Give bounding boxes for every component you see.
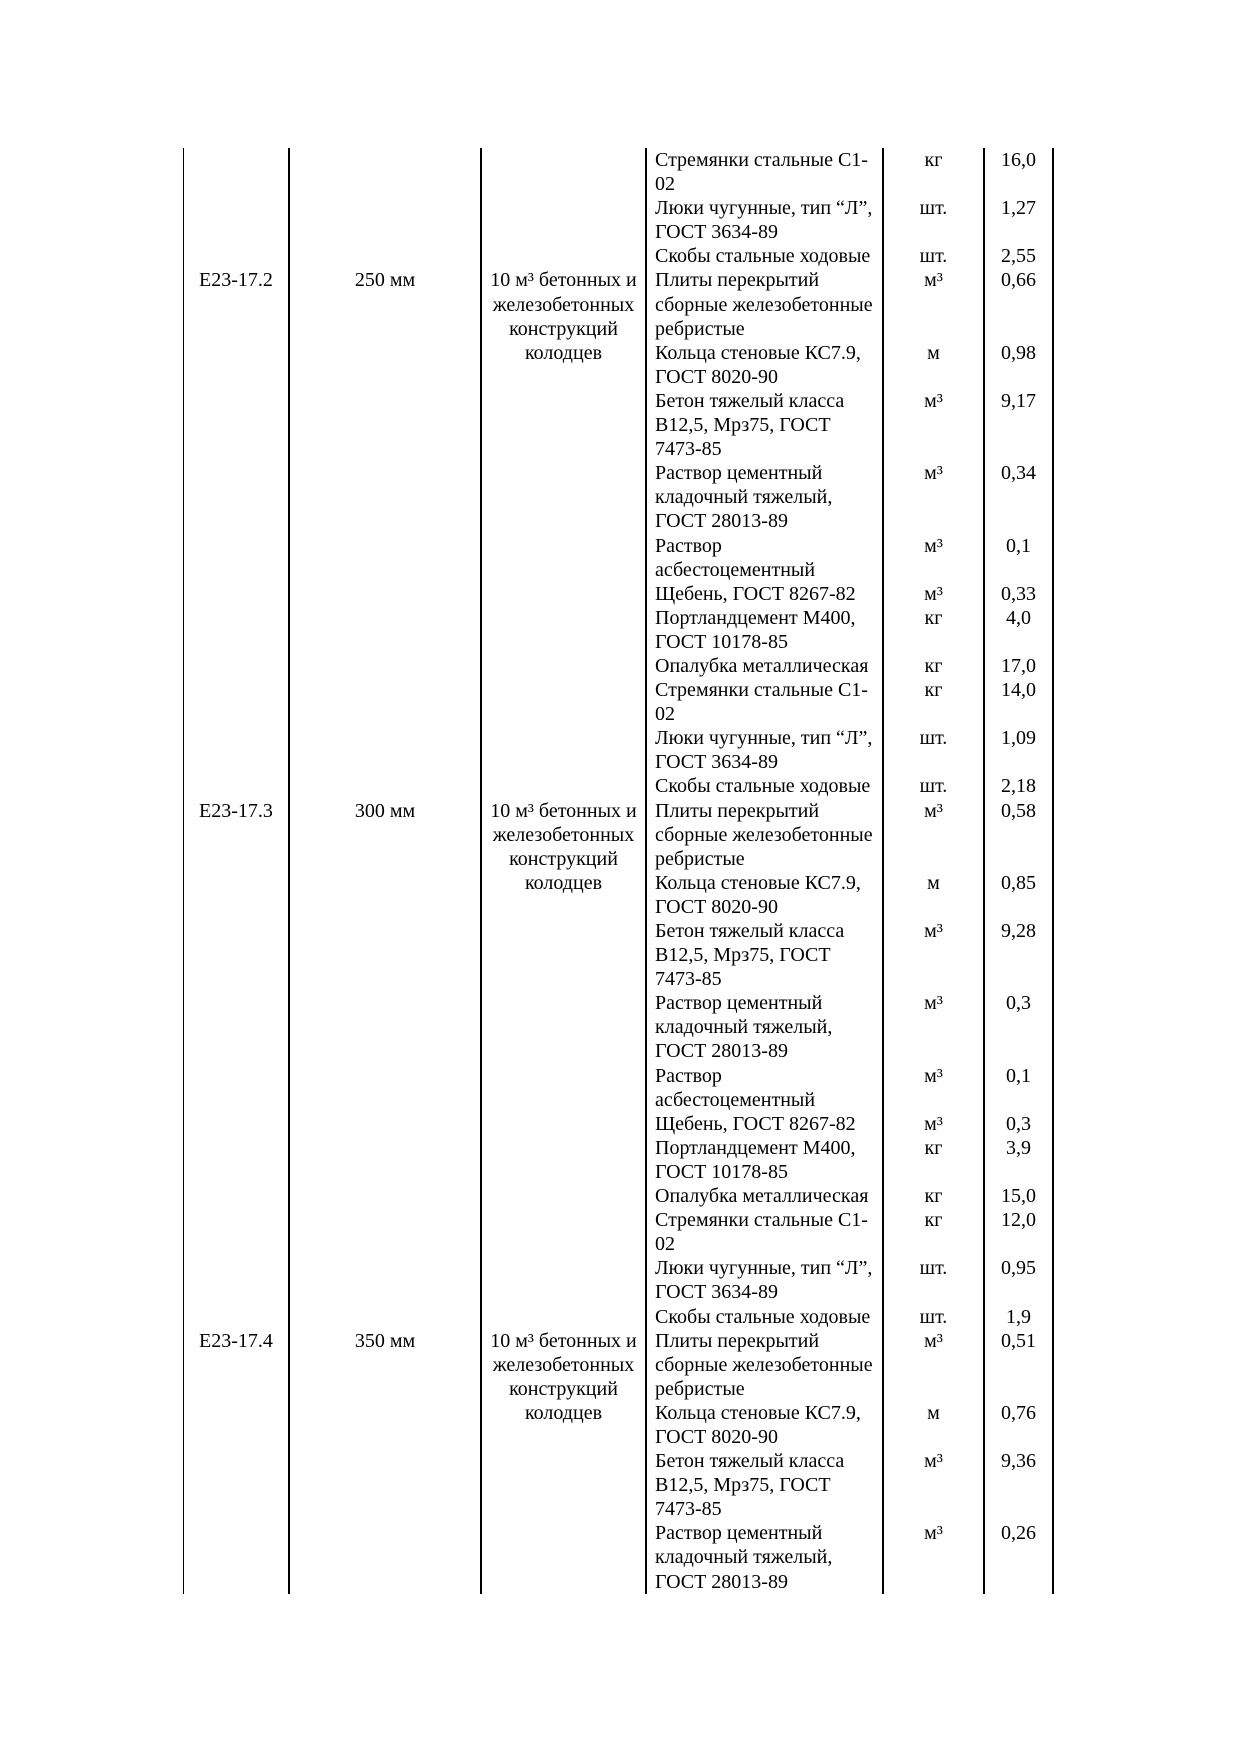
material-unit: шт.	[884, 774, 985, 798]
material-unit: м³	[884, 1064, 985, 1112]
material-row	[647, 1184, 1054, 1208]
material-value: 1,09	[985, 726, 1054, 774]
material-row	[647, 726, 1054, 774]
material-name: Раствор цементный кладочный тяжелый, ГОСТ 28013-89	[647, 1521, 884, 1593]
material-value: 0,85	[985, 871, 1054, 919]
material-unit: м³	[884, 582, 985, 606]
material-name: Плиты перекрытий сборные железобетонные ребристые	[647, 1329, 884, 1401]
material-value: 9,17	[985, 389, 1054, 461]
material-value: 1,27	[985, 196, 1054, 244]
material-unit: м³	[884, 1329, 985, 1401]
material-value: 0,51	[985, 1329, 1054, 1401]
size-cell: 350 мм	[290, 1329, 482, 1594]
size-cell	[290, 148, 482, 268]
material-unit: м³	[884, 389, 985, 461]
material-value: 3,9	[985, 1136, 1054, 1184]
material-value: 0,34	[985, 461, 1054, 533]
material-name: Портландцемент М400, ГОСТ 10178-85	[647, 1136, 884, 1184]
material-value: 0,98	[985, 341, 1054, 389]
material-name: Раствор асбестоцементный	[647, 534, 884, 582]
material-unit: м³	[884, 991, 985, 1063]
material-name: Раствор цементный кладочный тяжелый, ГОСТ 28013-89	[647, 461, 884, 533]
material-unit: м	[884, 1401, 985, 1449]
material-name: Скобы стальные ходовые	[647, 1305, 884, 1329]
material-value: 9,28	[985, 919, 1054, 991]
material-row	[647, 582, 1054, 606]
material-row	[647, 534, 1054, 582]
material-name: Стремянки стальные С1-02	[647, 1208, 884, 1256]
material-name: Скобы стальные ходовые	[647, 244, 884, 268]
material-unit: м³	[884, 1449, 985, 1521]
material-row	[647, 341, 1054, 389]
material-value: 2,55	[985, 244, 1054, 268]
code-cell: Е23-17.4	[184, 1329, 290, 1594]
material-row	[647, 461, 1054, 533]
material-name: Бетон тяжелый класса В12,5, Мрз75, ГОСТ 7473-85	[647, 919, 884, 991]
material-row	[647, 678, 1054, 726]
material-name: Скобы стальные ходовые	[647, 774, 884, 798]
material-name: Портландцемент М400, ГОСТ 10178-85	[647, 606, 884, 654]
material-row	[647, 799, 1054, 871]
material-row	[647, 1449, 1054, 1521]
material-row	[647, 871, 1054, 919]
material-name: Стремянки стальные С1-02	[647, 678, 884, 726]
material-unit: кг	[884, 1184, 985, 1208]
material-value: 17,0	[985, 654, 1054, 678]
measure-cell: 10 м³ бетонных и железобетонных конструкций колодцев	[482, 1329, 647, 1594]
material-name: Кольца стеновые КС7.9, ГОСТ 8020-90	[647, 871, 884, 919]
material-value: 0,33	[985, 582, 1054, 606]
material-unit: м³	[884, 799, 985, 871]
material-value: 0,3	[985, 991, 1054, 1063]
material-row	[647, 1112, 1054, 1136]
material-row	[647, 244, 1054, 268]
measure-cell: 10 м³ бетонных и железобетонных конструкций колодцев	[482, 799, 647, 1329]
material-name: Бетон тяжелый класса В12,5, Мрз75, ГОСТ 7473-85	[647, 1449, 884, 1521]
size-cell: 300 мм	[290, 799, 482, 1329]
table-row-group	[184, 268, 1055, 798]
material-unit: м³	[884, 919, 985, 991]
materials-list	[647, 1329, 1054, 1594]
materials-list	[647, 268, 1054, 798]
material-value: 15,0	[985, 1184, 1054, 1208]
material-unit: м	[884, 341, 985, 389]
material-row	[647, 148, 1054, 196]
material-row	[647, 389, 1054, 461]
material-name: Опалубка металлическая	[647, 654, 884, 678]
material-unit: м³	[884, 1112, 985, 1136]
material-value: 9,36	[985, 1449, 1054, 1521]
material-row	[647, 774, 1054, 798]
code-cell: Е23-17.3	[184, 799, 290, 1329]
material-name: Раствор асбестоцементный	[647, 1064, 884, 1112]
material-unit: м³	[884, 1521, 985, 1593]
material-unit: кг	[884, 1136, 985, 1184]
material-unit: м³	[884, 534, 985, 582]
material-name: Бетон тяжелый класса В12,5, Мрз75, ГОСТ 7473-85	[647, 389, 884, 461]
material-name: Щебень, ГОСТ 8267-82	[647, 1112, 884, 1136]
material-row	[647, 606, 1054, 654]
material-row	[647, 1208, 1054, 1256]
material-name: Щебень, ГОСТ 8267-82	[647, 582, 884, 606]
material-unit: шт.	[884, 196, 985, 244]
material-value: 0,26	[985, 1521, 1054, 1593]
material-name: Плиты перекрытий сборные железобетонные ребристые	[647, 799, 884, 871]
material-row	[647, 919, 1054, 991]
material-value: 0,1	[985, 1064, 1054, 1112]
material-row	[647, 1064, 1054, 1112]
material-value: 0,3	[985, 1112, 1054, 1136]
material-value: 14,0	[985, 678, 1054, 726]
material-unit: шт.	[884, 726, 985, 774]
material-unit: кг	[884, 606, 985, 654]
material-name: Люки чугунные, тип “Л”, ГОСТ 3634-89	[647, 196, 884, 244]
material-value: 0,58	[985, 799, 1054, 871]
material-name: Раствор цементный кладочный тяжелый, ГОСТ 28013-89	[647, 991, 884, 1063]
material-row	[647, 196, 1054, 244]
measure-cell	[482, 148, 647, 268]
material-unit: кг	[884, 1208, 985, 1256]
material-unit: шт.	[884, 244, 985, 268]
material-row	[647, 1305, 1054, 1329]
material-unit: м	[884, 871, 985, 919]
measure-cell: 10 м³ бетонных и железобетонных конструкций колодцев	[482, 268, 647, 798]
material-value: 4,0	[985, 606, 1054, 654]
material-name: Плиты перекрытий сборные железобетонные ребристые	[647, 268, 884, 340]
material-row	[647, 991, 1054, 1063]
table-row-group	[184, 1329, 1055, 1594]
material-row	[647, 1136, 1054, 1184]
material-name: Кольца стеновые КС7.9, ГОСТ 8020-90	[647, 1401, 884, 1449]
material-unit: кг	[884, 148, 985, 196]
code-cell	[184, 148, 290, 268]
material-name: Кольца стеновые КС7.9, ГОСТ 8020-90	[647, 341, 884, 389]
material-value: 2,18	[985, 774, 1054, 798]
table-row-group	[184, 148, 1055, 268]
material-unit: кг	[884, 654, 985, 678]
material-row	[647, 1401, 1054, 1449]
material-unit: м³	[884, 461, 985, 533]
code-cell: Е23-17.2	[184, 268, 290, 798]
material-unit: шт.	[884, 1256, 985, 1304]
material-value: 12,0	[985, 1208, 1054, 1256]
material-unit: м³	[884, 268, 985, 340]
material-name: Опалубка металлическая	[647, 1184, 884, 1208]
material-row	[647, 1329, 1054, 1401]
material-row	[647, 1521, 1054, 1593]
material-name: Люки чугунные, тип “Л”, ГОСТ 3634-89	[647, 726, 884, 774]
estimate-table	[183, 148, 1055, 1594]
material-value: 16,0	[985, 148, 1054, 196]
material-row	[647, 654, 1054, 678]
material-value: 0,76	[985, 1401, 1054, 1449]
material-unit: шт.	[884, 1305, 985, 1329]
material-value: 0,66	[985, 268, 1054, 340]
materials-list	[647, 799, 1054, 1329]
material-name: Люки чугунные, тип “Л”, ГОСТ 3634-89	[647, 1256, 884, 1304]
material-value: 0,1	[985, 534, 1054, 582]
materials-list	[647, 148, 1054, 268]
material-row	[647, 268, 1054, 340]
material-name: Стремянки стальные С1-02	[647, 148, 884, 196]
material-unit: кг	[884, 678, 985, 726]
size-cell: 250 мм	[290, 268, 482, 798]
material-value: 0,95	[985, 1256, 1054, 1304]
table-row-group	[184, 799, 1055, 1329]
material-row	[647, 1256, 1054, 1304]
material-value: 1,9	[985, 1305, 1054, 1329]
